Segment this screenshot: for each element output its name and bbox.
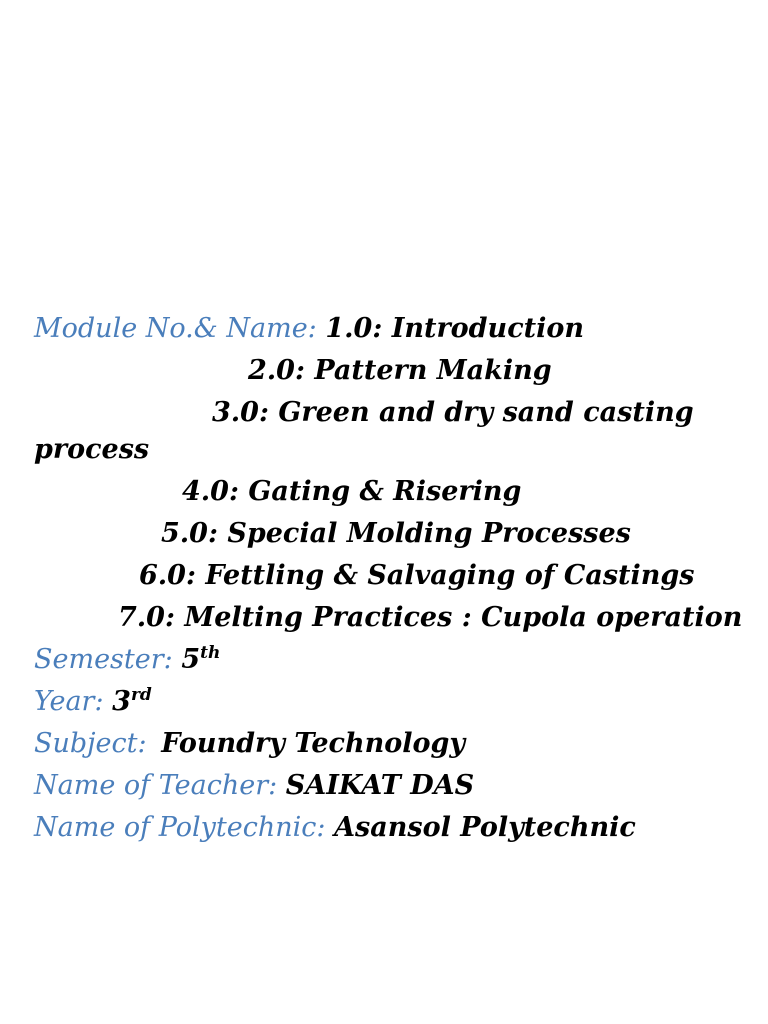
subject-value: Foundry Technology — [161, 728, 466, 759]
semester-line — [34, 643, 220, 677]
module-line-6 — [139, 559, 694, 593]
module-item-4: 4.0: Gating & Risering — [182, 476, 522, 507]
year-label: Year: — [34, 686, 104, 717]
polytechnic-line — [34, 811, 636, 845]
module-item-7: 7.0: Melting Practices : Cupola operation — [118, 602, 743, 633]
year-value: 3 — [112, 686, 131, 717]
semester-value: 5 — [181, 644, 201, 675]
module-line-1 — [34, 312, 584, 346]
module-item-5: 5.0: Special Molding Processes — [161, 518, 631, 549]
module-item-2: 2.0: Pattern Making — [248, 355, 552, 386]
module-item-3: 3.0: Green and dry sand casting — [212, 397, 694, 428]
subject-label: Subject: — [34, 728, 147, 759]
module-label: Module No.& Name: — [34, 313, 317, 344]
module-line-7 — [118, 601, 742, 635]
module-line-3 — [212, 396, 694, 430]
polytechnic-value: Asansol Polytechnic — [334, 812, 636, 843]
year-suffix: rd — [130, 685, 152, 705]
polytechnic-label: Name of Polytechnic: — [34, 812, 326, 843]
year-line — [34, 685, 152, 719]
module-item-6: 6.0: Fettling & Salvaging of Castings — [139, 560, 695, 591]
module-item-3-continuation: process — [34, 434, 150, 465]
semester-suffix: th — [200, 643, 221, 663]
module-item-1: 1.0: Introduction — [325, 313, 584, 344]
teacher-value: SAIKAT DAS — [285, 770, 475, 801]
subject-line — [34, 727, 465, 761]
teacher-label: Name of Teacher: — [34, 770, 278, 801]
module-line-2 — [248, 354, 552, 388]
module-line-5 — [161, 517, 631, 551]
module-line-4 — [182, 475, 521, 509]
teacher-line — [34, 769, 474, 803]
semester-label: Semester: — [34, 644, 173, 675]
module-line-3-cont — [34, 433, 149, 467]
